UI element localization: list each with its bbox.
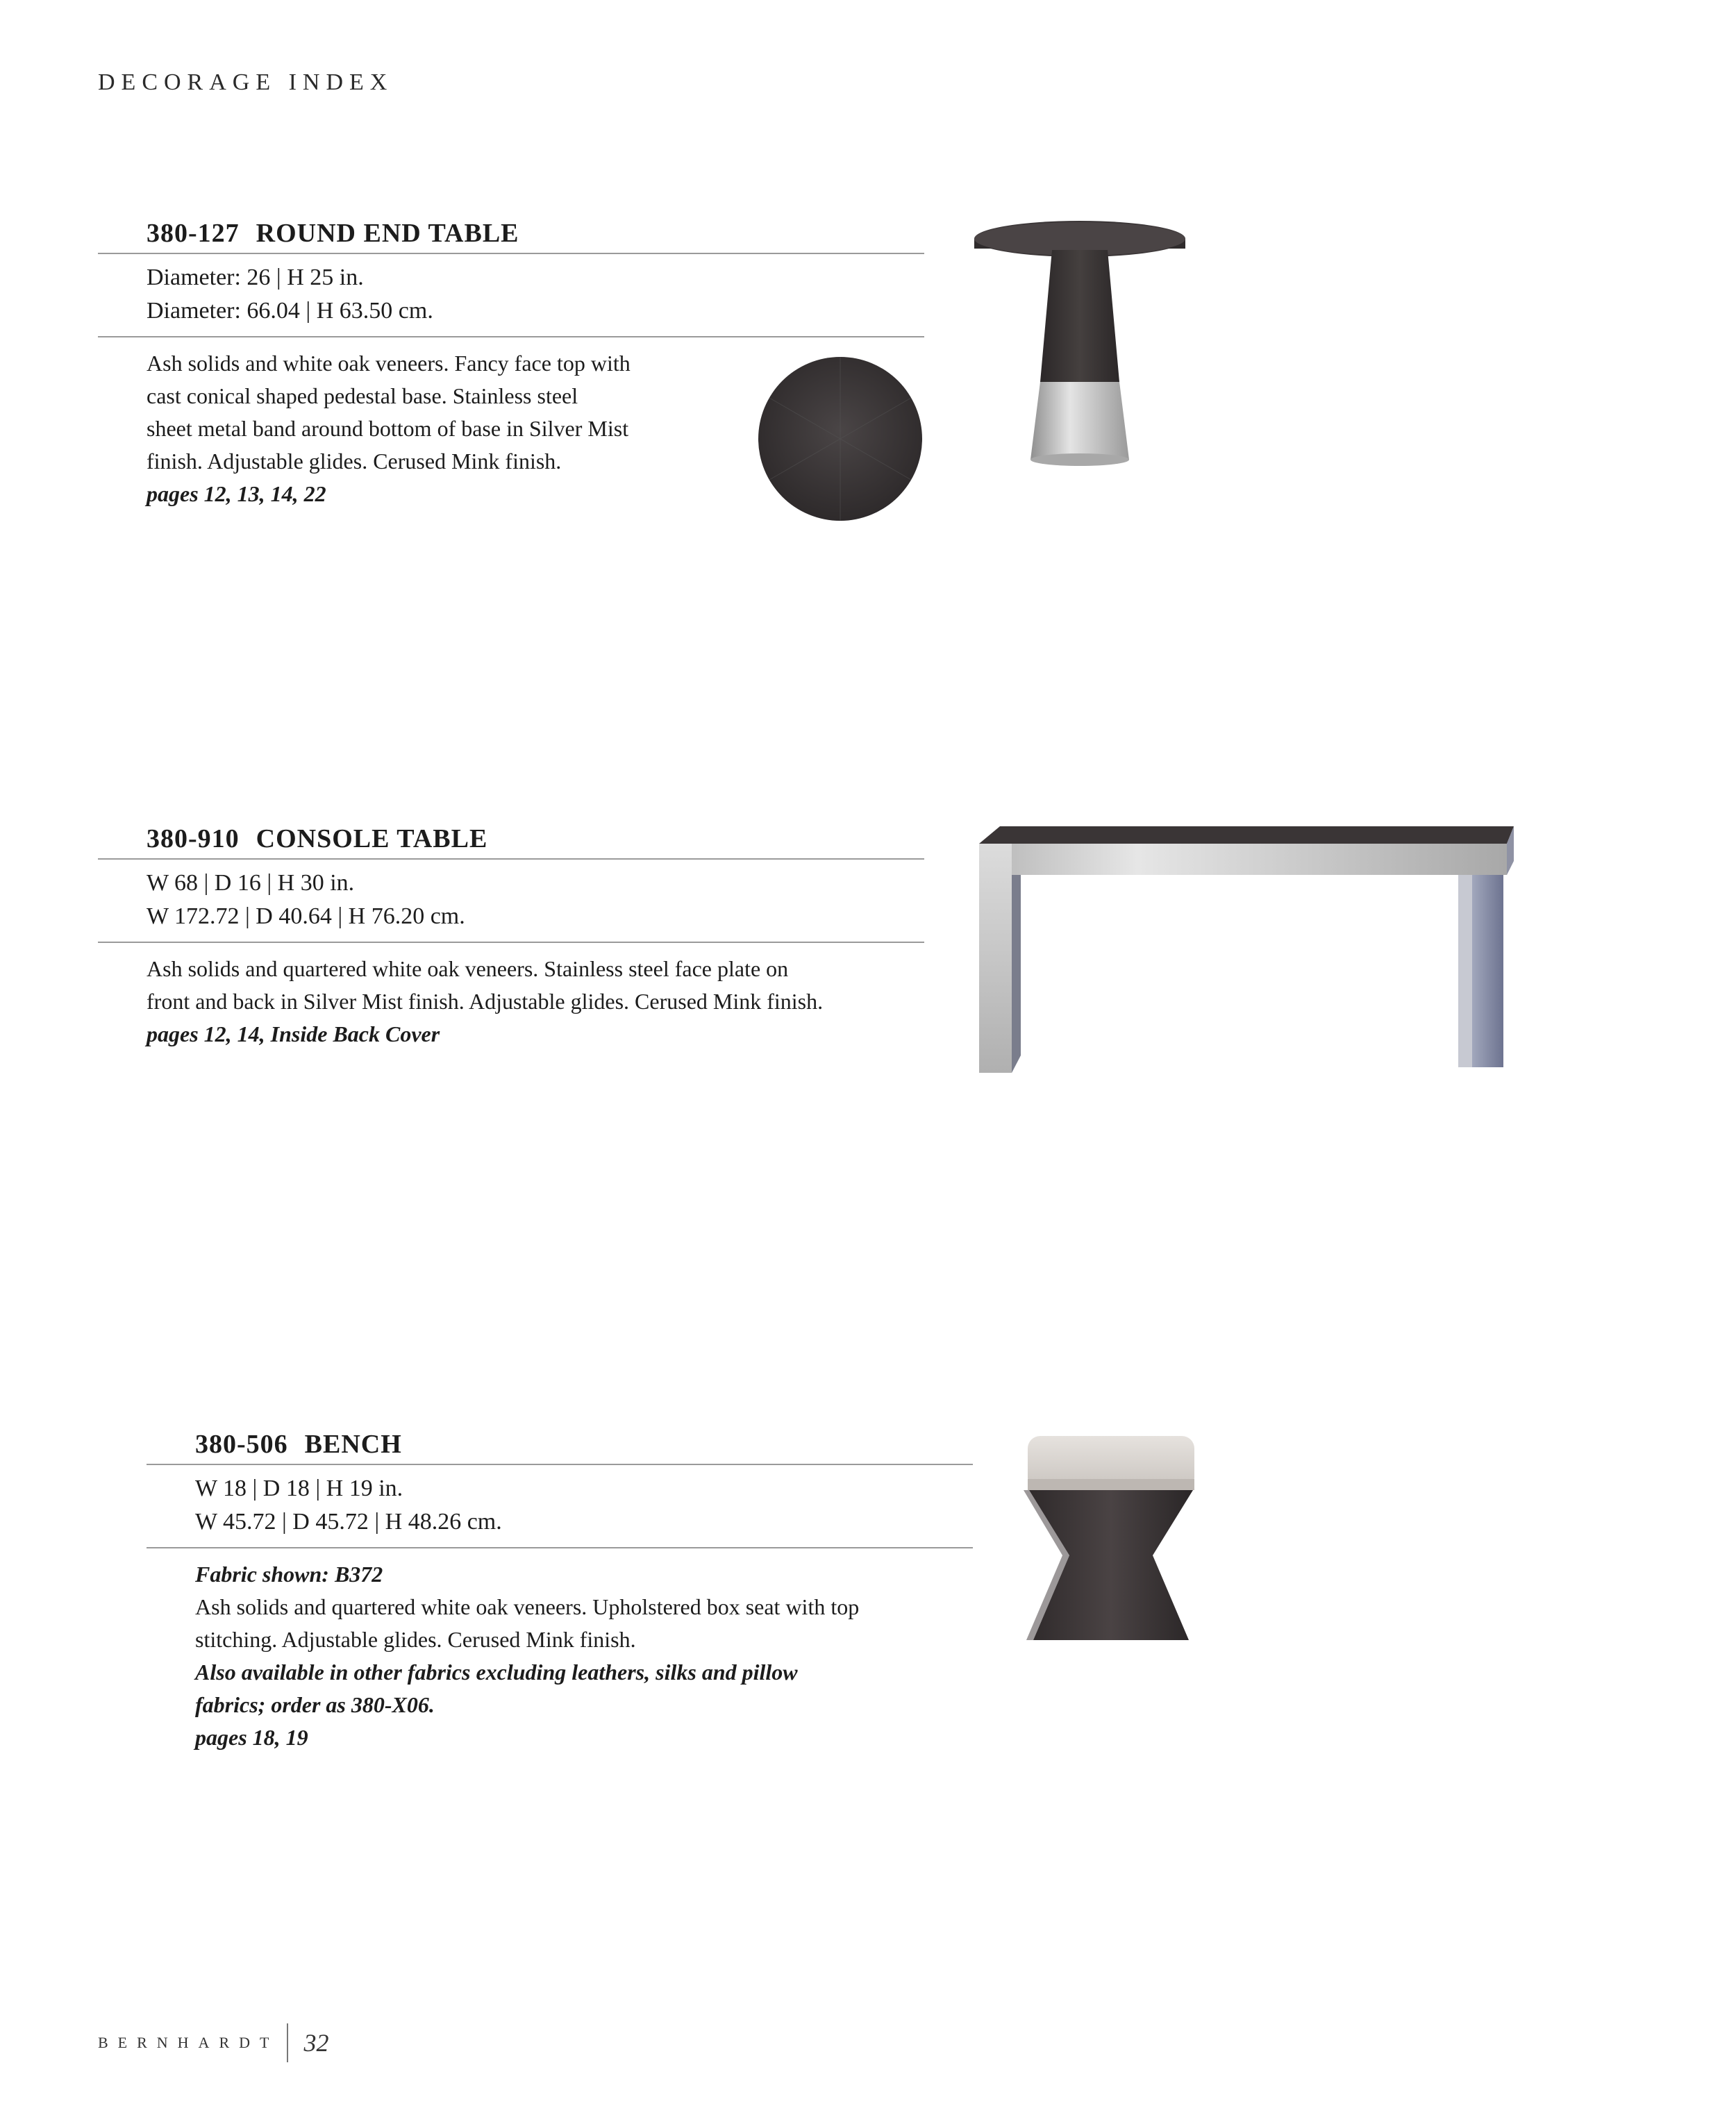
fabric-shown: Fabric shown: B372: [195, 1562, 383, 1587]
availability-line: fabrics; order as 380-X06.: [195, 1692, 435, 1717]
page-references: pages 12, 14, Inside Back Cover: [147, 1021, 440, 1046]
description-line: cast conical shaped pedestal base. Stainless steel: [147, 383, 578, 408]
page-footer: [98, 2021, 328, 2065]
round-table-top-view-image: [756, 354, 925, 524]
product-name: ROUND END TABLE: [256, 219, 519, 248]
product-bench: [147, 1425, 973, 1754]
availability-line: Also available in other fabrics excluding leathers, silks and pillow: [195, 1660, 798, 1685]
page-references: pages 18, 19: [195, 1725, 308, 1750]
description-line: sheet metal band around bottom of base in Silver Mist: [147, 416, 629, 441]
product-number: 380-127: [147, 219, 240, 248]
brand-name: BERNHARDT: [98, 2034, 279, 2051]
description-line: finish. Adjustable glides. Cerused Mink finish.: [147, 449, 562, 474]
product-dimensions: [98, 860, 924, 942]
product-name: CONSOLE TABLE: [256, 824, 488, 853]
footer-divider: [287, 2023, 288, 2062]
dimensions-inches: Diameter: 26 | H 25 in.: [147, 265, 364, 290]
product-dimensions: [147, 1465, 973, 1547]
console-table-image: [969, 819, 1517, 1076]
product-title: [98, 214, 924, 253]
description-line: Ash solids and quartered white oak veneers. Stainless steel face plate on: [147, 956, 789, 981]
product-number: 380-506: [195, 1430, 288, 1459]
dimensions-cm: W 45.72 | D 45.72 | H 48.26 cm.: [195, 1509, 502, 1535]
product-title: [98, 819, 924, 858]
product-console-table: [98, 819, 924, 1051]
product-description: [147, 1548, 973, 1754]
product-name: BENCH: [304, 1430, 402, 1459]
dimensions-inches: W 68 | D 16 | H 30 in.: [147, 870, 355, 896]
description-line: Ash solids and white oak veneers. Fancy face top with: [147, 351, 631, 376]
page-title: DECORAGE INDEX: [98, 69, 394, 95]
description-line: stitching. Adjustable glides. Cerused Mink finish.: [195, 1627, 636, 1652]
dimensions-inches: W 18 | D 18 | H 19 in.: [195, 1476, 403, 1501]
dimensions-cm: W 172.72 | D 40.64 | H 76.20 cm.: [147, 903, 465, 929]
dimensions-cm: Diameter: 66.04 | H 63.50 cm.: [147, 298, 433, 324]
product-title: [147, 1425, 973, 1464]
product-number: 380-910: [147, 824, 240, 853]
round-end-table-image: [972, 215, 1187, 472]
product-dimensions: [98, 254, 924, 336]
description-line: Ash solids and quartered white oak veneers. Upholstered box seat with top: [195, 1594, 860, 1619]
page-references: pages 12, 13, 14, 22: [147, 481, 326, 506]
bench-image: [1021, 1430, 1201, 1646]
product-description: [98, 943, 924, 1051]
page-number: 32: [303, 2029, 329, 2057]
description-line: front and back in Silver Mist finish. Adjustable glides. Cerused Mink finish.: [147, 989, 824, 1014]
